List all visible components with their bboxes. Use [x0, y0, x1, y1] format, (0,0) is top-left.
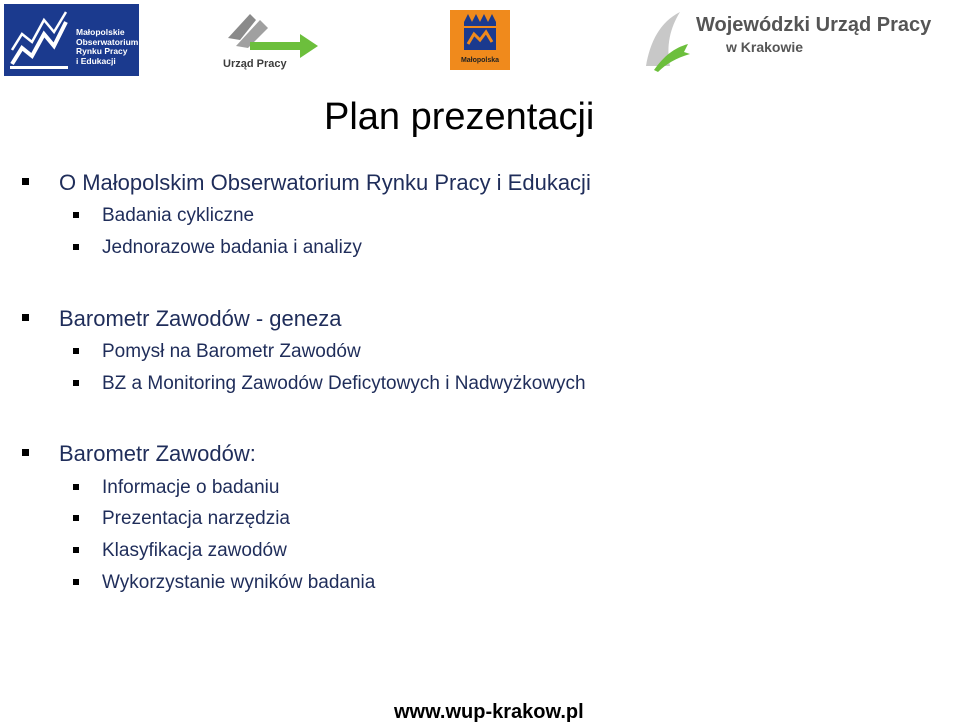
urzad-pracy-logo: [220, 8, 325, 72]
outline-subitem: Klasyfikacja zawodów: [102, 540, 287, 561]
wup-city: w Krakowie: [726, 39, 804, 55]
outline-subitem: Badania cykliczne: [102, 205, 255, 226]
chart-arrows-icon: [4, 4, 76, 76]
outline-item: Barometr Zawodów:: [59, 441, 256, 466]
crown-emblem-icon: [450, 10, 510, 56]
outline-subitem: BZ a Monitoring Zawodów Deficytowych i Nadwyżkowych: [102, 373, 586, 394]
outline-subitem: Pomysł na Barometr Zawodów: [102, 341, 361, 362]
malopolskie-obserwatorium-logo: [4, 4, 139, 76]
malopolska-label: Małopolska: [460, 57, 500, 64]
outline-subitem: Informacje o badaniu: [102, 477, 280, 498]
outline-subitem: Wykorzystanie wyników badania: [102, 572, 376, 593]
wup-krakow-logo: [640, 8, 960, 74]
outline-item: O Małopolskim Obserwatorium Rynku Pracy i Edukacji: [59, 170, 591, 195]
wup-emblem-icon: [640, 8, 692, 74]
urzad-pracy-emblem-icon: [220, 8, 325, 58]
outline-subitem: Prezentacja narzędzia: [102, 508, 290, 529]
outline-subitem: Jednorazowe badania i analizy: [102, 237, 362, 258]
outline-item: Barometr Zawodów - geneza: [59, 306, 342, 331]
mo-logo-text: Małopolskie Obserwatorium Rynku Pracy i Edukacji: [76, 27, 139, 66]
wup-name: Wojewódzki Urząd Pracy: [696, 14, 932, 36]
malopolska-logo: [450, 10, 510, 70]
urzad-pracy-label: Urząd Pracy: [223, 58, 287, 70]
footer-url: www.wup-krakow.pl: [394, 701, 584, 723]
slide-title: Plan prezentacji: [324, 96, 595, 138]
